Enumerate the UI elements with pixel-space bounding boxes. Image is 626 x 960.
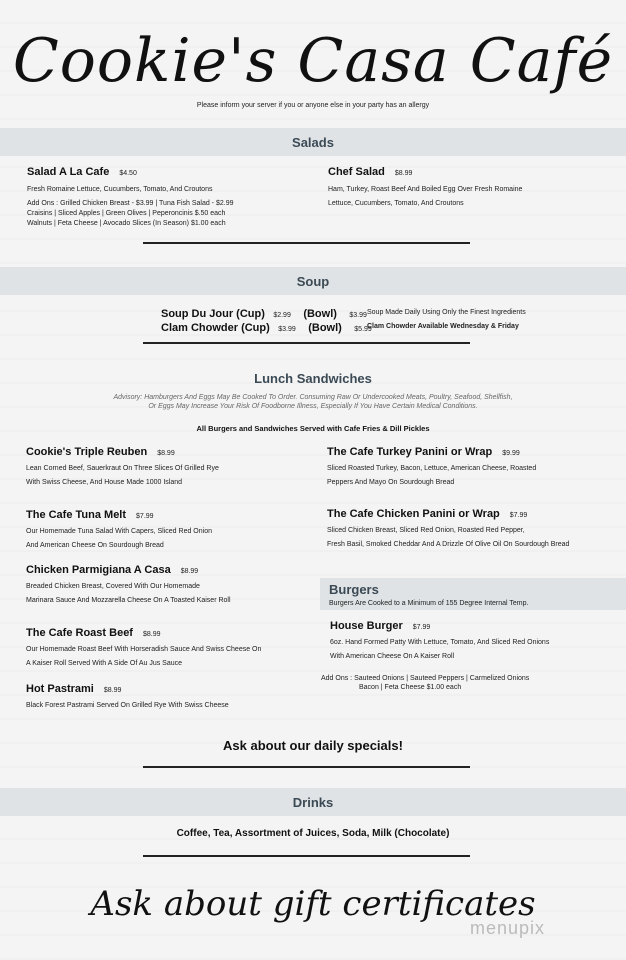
bowl-price: $5.99 [354,326,372,333]
bowl-label: (Bowl) [308,322,342,334]
item-name: House Burger [330,620,403,632]
item-desc: Marinara Sauce And Mozzarella Cheese On A Toasted Kaiser Roll [26,597,231,604]
menu-item-house-burger [330,620,549,660]
menu-item-triple-reuben [26,446,219,486]
bowl-label: (Bowl) [303,308,337,320]
item-desc: Peppers And Mayo On Sourdough Bread [327,479,455,486]
item-desc: Sliced Roasted Turkey, Bacon, Lettuce, American Cheese, Roasted [327,465,537,472]
bowl-price: $3.99 [349,312,367,319]
item-name: Cookie's Triple Reuben [26,446,148,458]
item-name: Soup Du Jour (Cup) [161,308,265,320]
item-price: $4.50 [119,170,137,177]
item-addons: Add Ons : Grilled Chicken Breast - $3.99 | Tuna Fish Salad - $2.99 [27,200,234,207]
item-price: $7.99 [136,513,154,520]
item-desc: Breaded Chicken Breast, Covered With Our Homemade [26,583,200,590]
item-name: Salad A La Cafe [27,166,110,178]
menu-item-salad-a-la-cafe [27,166,233,227]
menu-item-chicken-parmigiana [26,564,231,604]
menu-item-tuna-melt [26,509,212,549]
menu-item-clam-chowder [161,318,372,336]
item-desc: A Kaiser Roll Served With A Side Of Au Jus Sauce [26,660,183,667]
divider [143,242,470,244]
item-name: Hot Pastrami [26,683,94,695]
item-desc: Lettuce, Cucumbers, Tomato, And Croutons [328,200,464,207]
item-name: Chicken Parmigiana A Casa [26,564,171,576]
item-desc: Lean Corned Beef, Sauerkraut On Three Slices Of Grilled Rye [26,465,219,472]
item-price: $8.99 [394,170,413,177]
item-price: $8.99 [142,631,161,638]
salads-heading: Salads [292,135,334,150]
soup-note: Clam Chowder Available Wednesday & Friday [367,323,519,330]
drinks-heading: Drinks [292,795,334,810]
divider [143,342,470,344]
burger-addons: Add Ons : Sauteed Onions | Sauteed Peppers | Carmelized Onions [321,675,530,682]
item-desc: 6oz. Hand Formed Patty With Lettuce, Tomato, And Sliced Red Onions [330,639,550,646]
item-desc: Our Homemade Roast Beef With Horseradish Sauce And Swiss Cheese On [26,646,262,653]
served-with-note: All Burgers and Sandwiches Served with Cafe Fries & Dill Pickles [196,424,430,433]
gift-certificates: Ask about gift certificates [90,884,536,924]
soup-heading: Soup [296,274,330,289]
item-desc: With American Cheese On A Kaiser Roll [330,653,455,660]
advisory-text: Advisory: Hamburgers And Eggs May Be Cooked To Order. Consuming Raw Or Undercooked Meats, Poultry, Seafood, Shellfish, [113,394,513,401]
item-price: $8.99 [180,568,199,575]
restaurant-title: Cookie's Casa Café [12,26,614,96]
item-price: $8.99 [103,687,122,694]
sandwiches-heading: Lunch Sandwiches [254,371,372,386]
cup-price: $2.99 [273,312,291,319]
item-desc: Ham, Turkey, Roast Beef And Boiled Egg Over Fresh Romaine [328,186,523,193]
divider [143,766,470,768]
burgers-heading: Burgers [329,582,379,597]
menu-item-hot-pastrami [26,683,229,709]
item-addons: Walnuts | Feta Cheese | Avocado Slices (In Season) $1.00 each [27,220,226,227]
item-desc: Fresh Romaine Lettuce, Cucumbers, Tomato, And Croutons [27,186,213,193]
menu-item-chicken-panini [327,508,569,548]
item-price: $8.99 [157,450,175,457]
item-addons: Craisins | Sliced Apples | Green Olives | Peperoncinis $.50 each [27,210,226,217]
item-price: $7.99 [412,624,431,631]
advisory-text: Or Eggs May Increase Your Risk Of Foodborne Illness, Especially If You Have Certain Medical Conditions. [148,403,478,410]
drinks-list: Coffee, Tea, Assortment of Juices, Soda, Milk (Chocolate) [176,828,450,839]
item-desc: Sliced Chicken Breast, Sliced Red Onion, Roasted Red Pepper, [327,527,525,534]
burgers-note: Burgers Are Cooked to a Minimum of 155 Degree Internal Temp. [329,600,529,607]
daily-specials: Ask about our daily specials! [223,738,403,753]
soup-note: Soup Made Daily Using Only the Finest Ingredients [367,309,526,316]
item-desc: Our Homemade Tuna Salad With Capers, Sliced Red Onion [26,528,212,535]
item-name: The Cafe Chicken Panini or Wrap [327,508,500,520]
item-name: The Cafe Roast Beef [26,627,133,639]
divider [143,855,470,857]
item-name: The Cafe Tuna Melt [26,509,127,521]
item-price: $7.99 [509,512,528,519]
item-price: $9.99 [502,450,520,457]
watermark: menupix [470,918,546,938]
cup-price: $3.99 [278,326,296,333]
item-name: Chef Salad [328,166,385,178]
menu-item-turkey-panini [327,446,536,486]
item-desc: With Swiss Cheese, And House Made 1000 Island [26,479,183,486]
item-name: Clam Chowder (Cup) [161,322,270,334]
item-name: The Cafe Turkey Panini or Wrap [327,446,493,458]
burger-addons: Bacon | Feta Cheese $1.00 each [359,684,462,691]
item-desc: Black Forest Pastrami Served On Grilled Rye With Swiss Cheese [26,702,229,709]
item-desc: Fresh Basil, Smoked Cheddar And A Drizzle Of Olive Oil On Sourdough Bread [327,541,570,548]
allergy-notice: Please inform your server if you or anyone else in your party has an allergy [196,102,430,109]
menu-item-chef-salad [328,166,522,207]
menu-item-roast-beef [26,627,261,667]
item-desc: And American Cheese On Sourdough Bread [26,542,164,549]
